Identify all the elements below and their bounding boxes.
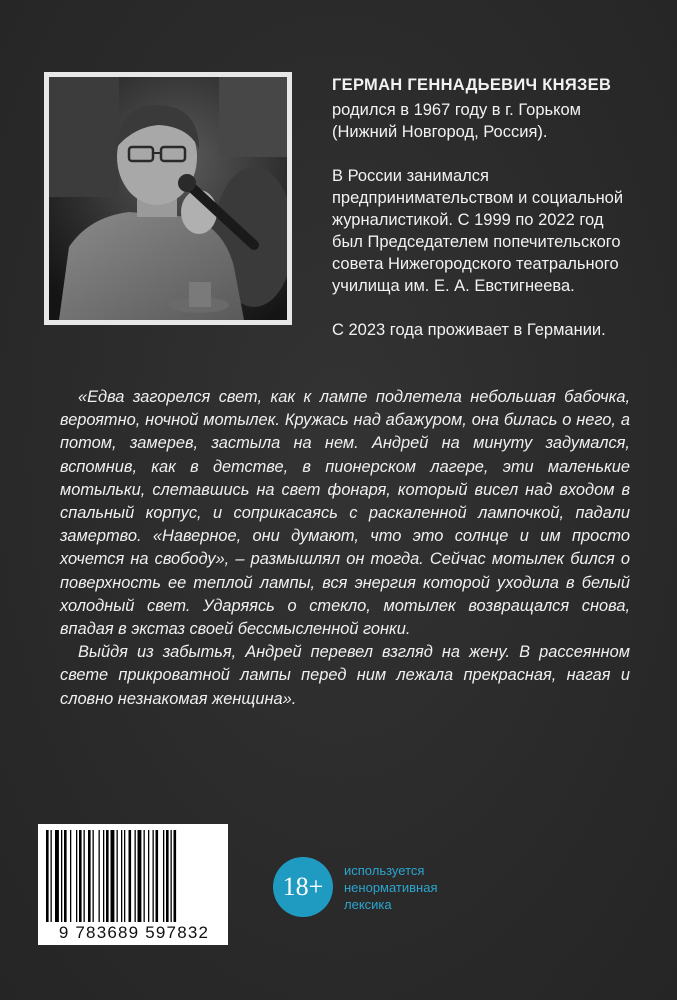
profanity-warning (344, 862, 504, 913)
bio-line: училища им. Е. А. Евстигнеева. (332, 277, 575, 295)
warning-line: используется (344, 863, 425, 878)
book-excerpt (60, 386, 630, 711)
bio-line: журналистикой. С 1999 по 2022 год (332, 211, 604, 229)
isbn-digits: 9 783689 597832 (58, 923, 210, 942)
excerpt-paragraph: «Едва загорелся свет, как к лампе подлетела небольшая бабочка, вероятно, ночной мотылек. Кружась над абажуром, она билась о него, а потом, замерев, застыла на нем. Андрей на минуту задумался, вспомнив, как в детстве, в пионерском лагере, эти маленькие мотыльки, слетавшись на свет фонаря, который висел над входом в спальный корпус, и соприкасаясь с раскаленной лампочкой, падали замертво. «Наверное, они думают, что это солнце и им просто хочется на свободу», – размышлял он тогда. Сейчас мотылек бился о поверхность ее теплой лампы, вся энергия которой уходила в белый холодный свет. Ударяясь о стекло, мотылек возвращался снова, впадая в экстаз своей бессмысленной гонки. (60, 388, 630, 639)
isbn-barcode (38, 824, 228, 945)
author-name: ГЕРМАН ГЕННАДЬЕВИЧ КНЯЗЕВ (332, 76, 612, 94)
bio-line: предпринимательством и социальной (332, 189, 624, 207)
bio-line: был Председателем попечительского (332, 233, 621, 251)
author-portrait-image (49, 77, 287, 320)
bio-line: (Нижний Новгород, Россия). (332, 123, 548, 141)
excerpt-paragraph: Выйдя из забытья, Андрей перевел взгляд на жену. В рассеянном свете прикроватной лампы перед ним лежала прекрасная, нагая и словно незнакомая женщина». (60, 643, 630, 708)
barcode-bars (46, 830, 220, 922)
bio-line: В России занимался (332, 167, 489, 185)
warning-line: ненормативная (344, 880, 438, 895)
age-rating-label: 18+ (282, 872, 324, 901)
author-photo (44, 72, 292, 325)
bio-line: совета Нижегородского театрального (332, 255, 619, 273)
author-bio (332, 76, 652, 341)
warning-line: лексика (344, 897, 392, 912)
age-rating-badge (273, 857, 333, 917)
bio-line: родился в 1967 году в г. Горьком (332, 101, 582, 119)
bio-line: С 2023 года проживает в Германии. (332, 321, 606, 339)
